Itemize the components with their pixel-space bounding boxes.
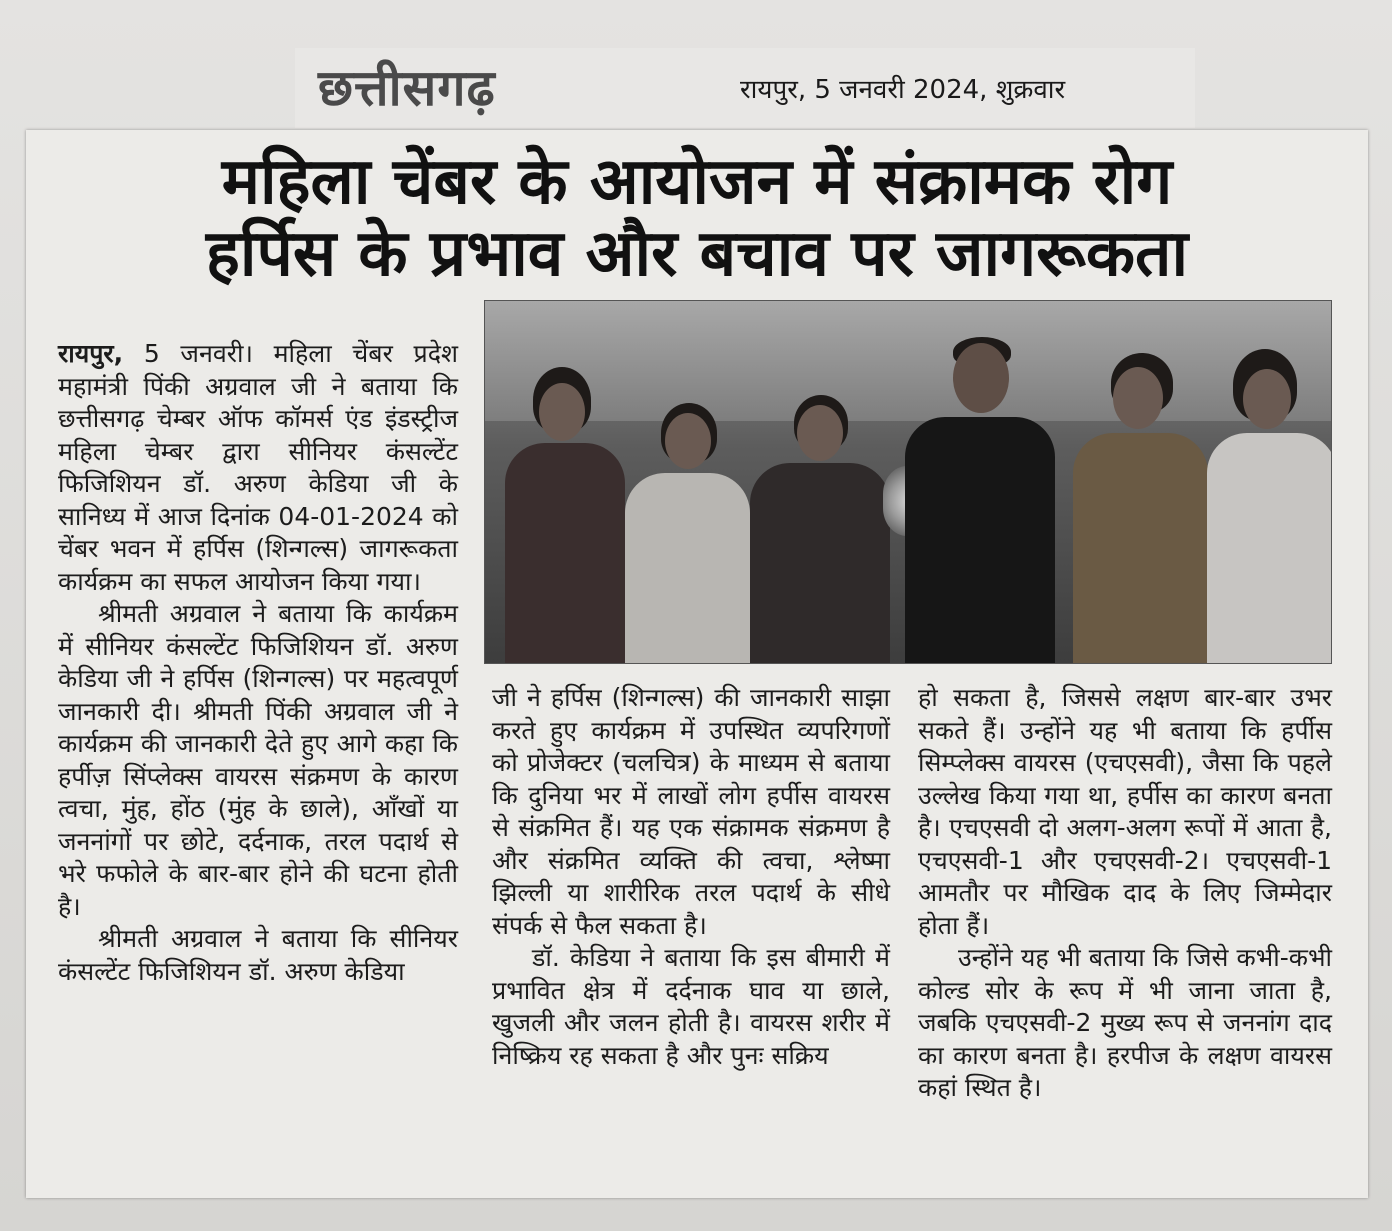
headline-line-2: हर्पिस के प्रभाव और बचाव पर जागरूकता xyxy=(205,217,1189,291)
article-paragraph xyxy=(58,338,458,598)
group-photo-icon xyxy=(484,300,1332,664)
person-figure xyxy=(505,353,625,664)
newspaper-masthead: छत्तीसगढ़ xyxy=(318,59,496,117)
dateline: रायपुर, 5 जनवरी 2024, शुक्रवार xyxy=(740,75,1066,105)
article-paragraph: श्रीमती अग्रवाल ने बताया कि कार्यक्रम में सीनियर कंसल्टेंट फिजिशियन डॉ. अरुण केडिया जी ने हर्पिस (शिन्गल्स) पर महत्वपूर्ण जानकारी दी। श्रीमती पिंकी अग्रवाल जी ने कार्यक्रम की जानकारी देते हुए आगे कहा कि हर्पीज़ सिंप्लेक्स वायरस संक्रमण के कारण त्वचा, मुंह, होंठ (मुंह के छाले), आँखों या जननांगों पर छोटे, दर्दनाक, तरल पदार्थ से भरे फफोले के बार-बार होने की घटना होती है। xyxy=(58,599,458,921)
article-paragraph: जी ने हर्पिस (शिन्गल्स) की जानकारी साझा करते हुए कार्यक्रम में उपस्थित व्यपरिगणों को प्रोजेक्टर (चलचित्र) के माध्यम से बताया कि दुनिया भर में लाखों लोग हर्पीस वायरस से संक्रमित हैं। यह एक संक्रामक संक्रमण है और संक्रमित व्यक्ति की त्वचा, श्लेष्मा झिल्ली या शारीरिक तरल पदार्थ के सीधे संपर्क से फैल सकता है। xyxy=(492,683,890,940)
article-column-1 xyxy=(58,338,458,988)
paragraph-text: 5 जनवरी। महिला चेंबर प्रदेश महामंत्री पिंकी अग्रवाल जी ने बताया कि छत्तीसगढ़ चेम्बर ऑफ कॉमर्स एंड इंडस्ट्रीज महिला चेम्बर द्वारा सीनियर कंसल्टेंट फिजिशियन डॉ. अरुण केडिया जी के सानिध्य में आज दिनांक 04-01-2024 को चेंबर भवन में हर्पिस (शिन्गल्स) जागरूकता कार्यक्रम का सफल आयोजन किया गया। xyxy=(58,339,458,596)
article-paragraph: हो सकता है, जिससे लक्षण बार-बार उभर सकते हैं। उन्होंने यह भी बताया कि हर्पीस सिम्प्लेक्स वायरस (एचएसवी), जैसा कि पहले उल्लेख किया गया था, हर्पीस का कारण बनता है। एचएसवी दो अलग-अलग रूपों में आता है, एचएसवी-1 और एचएसवी-2। एचएसवी-1 आमतौर पर मौखिक दाद के लिए जिम्मेदार होता हैं। xyxy=(918,683,1332,940)
lead-place: रायपुर, xyxy=(58,339,124,368)
article-column-3 xyxy=(918,682,1332,1105)
article-paragraph: डॉ. केडिया ने बताया कि इस बीमारी में प्रभावित क्षेत्र में दर्दनाक घाव या छाले, खुजली और जलन होती है। वायरस शरीर में निष्क्रिय रह सकता है और पुनः सक्रिय xyxy=(492,943,890,1070)
news-clipping xyxy=(26,130,1368,1198)
person-figure xyxy=(1073,343,1208,664)
person-figure xyxy=(1207,343,1332,664)
person-figure xyxy=(750,373,890,664)
person-figure xyxy=(625,383,750,664)
headline-line-1: महिला चेंबर के आयोजन में संक्रामक रोग xyxy=(221,145,1173,219)
article-column-2 xyxy=(492,682,890,1072)
person-figure xyxy=(905,333,1055,664)
article-paragraph: श्रीमती अग्रवाल ने बताया कि सीनियर कंसल्टेंट फिजिशियन डॉ. अरुण केडिया xyxy=(58,924,458,986)
article-paragraph: उन्होंने यह भी बताया कि जिसे कभी-कभी कोल्ड सोर के रूप में भी जाना जाता है, जबकि एचएसवी-2 मुख्य रूप से जननांग दाद का कारण बनता है। हरपीज के लक्षण वायरस कहां स्थित है। xyxy=(918,943,1332,1102)
